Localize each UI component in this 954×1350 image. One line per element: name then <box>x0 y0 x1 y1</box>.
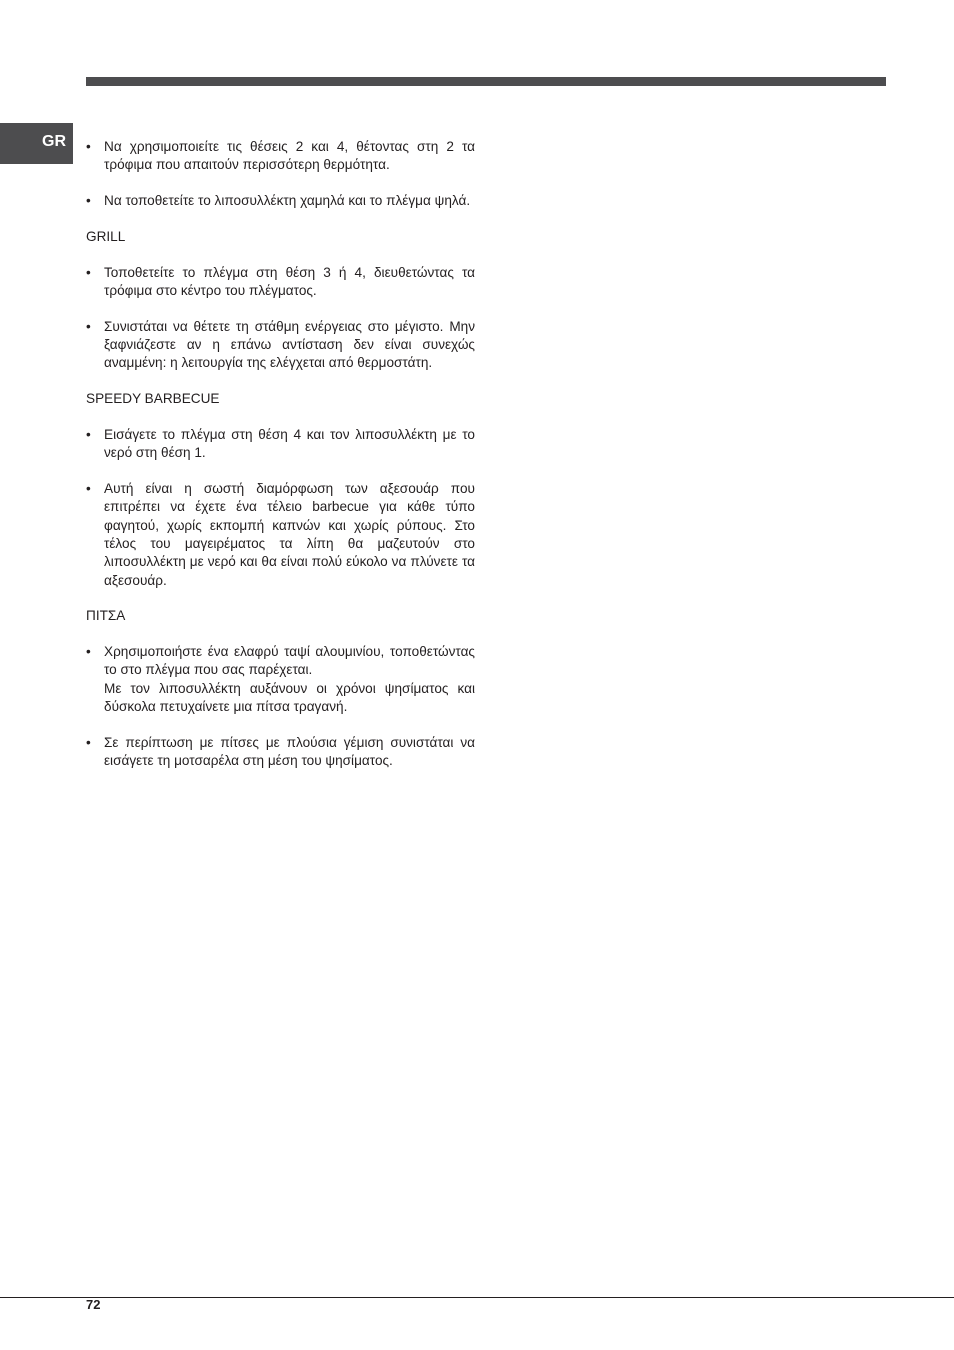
bullet-icon: • <box>86 318 91 334</box>
bullet-icon: • <box>86 264 91 280</box>
bullet-item <box>86 192 475 210</box>
bullet-item <box>86 318 475 373</box>
bullet-item <box>86 643 475 716</box>
bullet-text: Με τον λιποσυλλέκτη αυξάνουν οι χρόνοι ψησίματος και δύσκολα πετυχαίνετε μια πίτσα τραγανή. <box>104 680 475 715</box>
page-number: 72 <box>86 1297 101 1312</box>
bullet-text: Αυτή είναι η σωστή διαμόρφωση των αξεσουάρ που επιτρέπει να έχετε ένα τέλειο barbecue για κάθε τύπο φαγητού, χωρίς εκπομπή καπνών και χωρίς ρύπους. Στο τέλος του μαγειρέματος τα λίπη θα μαζευτούν στο λιποσυλλέκτη με νερό και θα είναι πολύ εύκολο να πλύνετε τα αξεσουάρ. <box>104 481 475 588</box>
bullet-text: Εισάγετε το πλέγμα στη θέση 4 και τον λιποσυλλέκτη με το νερό στη θέση 1. <box>104 426 475 461</box>
bullet-icon: • <box>86 193 91 209</box>
bullet-icon: • <box>86 734 91 750</box>
bullet-item <box>86 264 475 301</box>
footer-rule <box>0 1297 954 1298</box>
bullet-icon: • <box>86 139 91 154</box>
bullet-text: Τοποθετείτε το πλέγμα στη θέση 3 ή 4, διευθετώντας τα τρόφιμα στο κέντρο του πλέγματος. <box>104 264 475 298</box>
bullet-text: Συνιστάται να θέτετε τη στάθμη ενέργειας στο μέγιστο. Μην ξαφνιάζεστε αν η επάνω αντίσταση δεν είναι συνεχώς αναμμένη: η λειτουργία της ελέγχεται από θερμοστάτη. <box>104 318 475 371</box>
bullet-text: Χρησιμοποιήστε ένα ελαφρύ ταψί αλουμινίου, τοποθετώντας το στο πλέγμα που σας παρέχεται. <box>104 644 475 678</box>
bullet-item <box>86 734 475 771</box>
section-heading: ΠΙΤΣΑ <box>86 608 126 624</box>
bullet-icon: • <box>86 426 91 442</box>
language-tab <box>0 123 73 164</box>
section-heading: SPEEDY BARBECUE <box>86 391 220 407</box>
header-rule <box>86 77 886 86</box>
main-content <box>86 138 475 788</box>
bullet-icon: • <box>86 644 91 660</box>
bullet-item <box>86 480 475 590</box>
bullet-text: Σε περίπτωση με πίτσες με πλούσια γέμιση συνιστάται να εισάγετε τη μοτσαρέλα στη μέση του ψησίματος. <box>104 734 475 769</box>
bullet-text: Να χρησιμοποιείτε τις θέσεις 2 και 4, θέτοντας στη 2 τα τρόφιμα που απαιτούν περισσότερη θερμότητα. <box>104 139 475 173</box>
section-heading: GRILL <box>86 228 126 244</box>
bullet-item <box>86 138 475 175</box>
language-label: GR <box>42 133 66 150</box>
bullet-icon: • <box>86 481 91 497</box>
bullet-text: Να τοποθετείτε το λιποσυλλέκτη χαμηλά και το πλέγμα ψηλά. <box>104 193 471 209</box>
bullet-item <box>86 426 475 463</box>
